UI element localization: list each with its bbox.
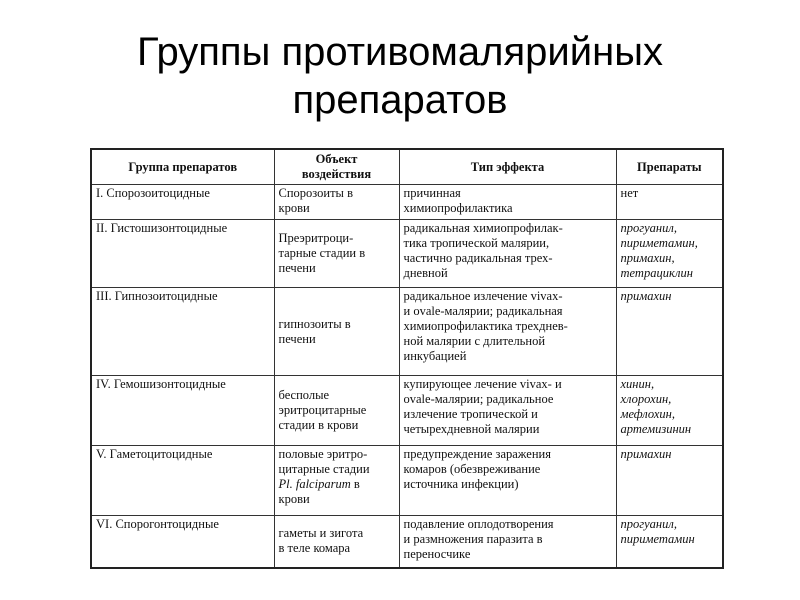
slide-title [0,28,800,124]
cell-line: пириметамин [620,532,695,546]
effect-cell [399,516,616,568]
table-header-row [91,149,723,185]
cell-line: подавление оплодотворения [403,517,554,531]
effect-cell [399,376,616,446]
cell-line: примахин, [620,251,675,265]
drugs-cell [616,288,723,376]
cell-line: ovale-малярии; радикальное [403,392,554,406]
drugs-cell [616,185,723,220]
header-group: Группа препаратов [91,149,274,185]
drugs-cell [616,220,723,288]
cell-line: стадии в крови [278,418,359,432]
table-row [91,376,723,446]
cell-line: половые эритро- [278,447,368,461]
cell-line: в теле комара [278,541,351,556]
cell-line: примахин [620,447,672,461]
slide-title-line-2: препаратов [292,78,508,122]
object-cell [274,288,399,376]
cell-line: ной малярии с длительной [403,334,546,348]
object-cell [274,376,399,446]
cell-line: гаметы и зигота [278,526,364,541]
header-drugs: Препараты [616,149,723,185]
cell-line: прогуанил, [620,221,677,235]
cell-line: и размножения паразита в [403,532,543,546]
cell-line: печени [278,261,316,275]
cell-line: артемизинин [620,422,692,436]
cell-line: комаров (обезвреживание [403,462,541,476]
cell-line: Спорозоиты в [278,186,353,200]
drugs-cell [616,376,723,446]
cell-line: хинин, [620,377,655,391]
cell-line: бесполые [278,388,330,402]
group-cell: IV. Гемошизонтоцидные [91,376,274,446]
cell-line: гипнозоиты в [278,316,351,331]
cell-line: цитарные стадии [278,462,370,476]
object-cell [274,446,399,516]
cell-line: тика тропической малярии, [403,236,550,250]
table-row [91,220,723,288]
cell-line: эритроцитарные [278,403,367,417]
effect-cell [399,185,616,220]
cell-line: Преэритроци- [278,231,354,245]
object-cell [274,220,399,288]
table-row [91,288,723,376]
table-row [91,185,723,220]
group-cell: III. Гипнозоитоцидные [91,288,274,376]
cell-line [279,477,395,492]
cell-line: и ovale-малярии; радикальная [403,304,563,318]
cell-line: нет [620,186,639,200]
cell-line: прогуанил, [620,517,677,531]
table-row [91,516,723,568]
group-cell: VI. Спорогонтоцидные [91,516,274,568]
header-object [274,149,399,185]
cell-line: причинная [403,186,461,200]
table-row [91,446,723,516]
cell-line: крови [278,492,310,506]
drugs-cell [616,446,723,516]
antimalarial-drug-table [90,148,724,569]
cell-line: четырехдневной малярии [403,422,540,436]
header-object-line: воздействия [301,167,372,181]
cell-line: мефлохин, [620,407,676,421]
cell-line: пириметамин, [620,236,698,250]
cell-line: переносчике [403,547,471,561]
cell-line: радикальная химиопрофилак- [403,221,563,235]
cell-line: излечение тропической и [403,407,538,421]
header-effect: Тип эффекта [399,149,616,185]
cell-line: тетрациклин [620,266,693,280]
slide-title-line-1: Группы противомалярийных [137,30,663,74]
cell-line: источника инфекции) [403,477,519,491]
header-object-line: Объект [315,152,358,166]
cell-line: частично радикальная трех- [403,251,553,265]
cell-line: инкубацией [403,349,467,363]
group-cell: II. Гистошизонтоцидные [91,220,274,288]
group-cell: I. Спорозоитоцидные [91,185,274,220]
cell-line: крови [278,201,310,215]
object-cell [274,516,399,568]
cell-line: хлорохин, [620,392,672,406]
effect-cell [399,288,616,376]
cell-line: печени [278,331,316,346]
cell-text: в [350,477,360,491]
cell-line: тарные стадии в [278,246,366,260]
cell-line: купирующее лечение vivax- и [403,377,562,391]
species-name: Pl. falciparum [278,477,351,491]
cell-line: дневной [403,266,448,280]
effect-cell [399,446,616,516]
cell-line: химиопрофилактика трехднев- [403,319,568,333]
group-cell: V. Гаметоцитоцидные [91,446,274,516]
cell-line: радикальное излечение vivax- [403,289,563,303]
object-cell [274,185,399,220]
cell-line: предупреждение заражения [403,447,551,461]
effect-cell [399,220,616,288]
cell-line: химиопрофилактика [403,201,513,215]
cell-line: примахин [620,289,672,303]
drugs-cell [616,516,723,568]
